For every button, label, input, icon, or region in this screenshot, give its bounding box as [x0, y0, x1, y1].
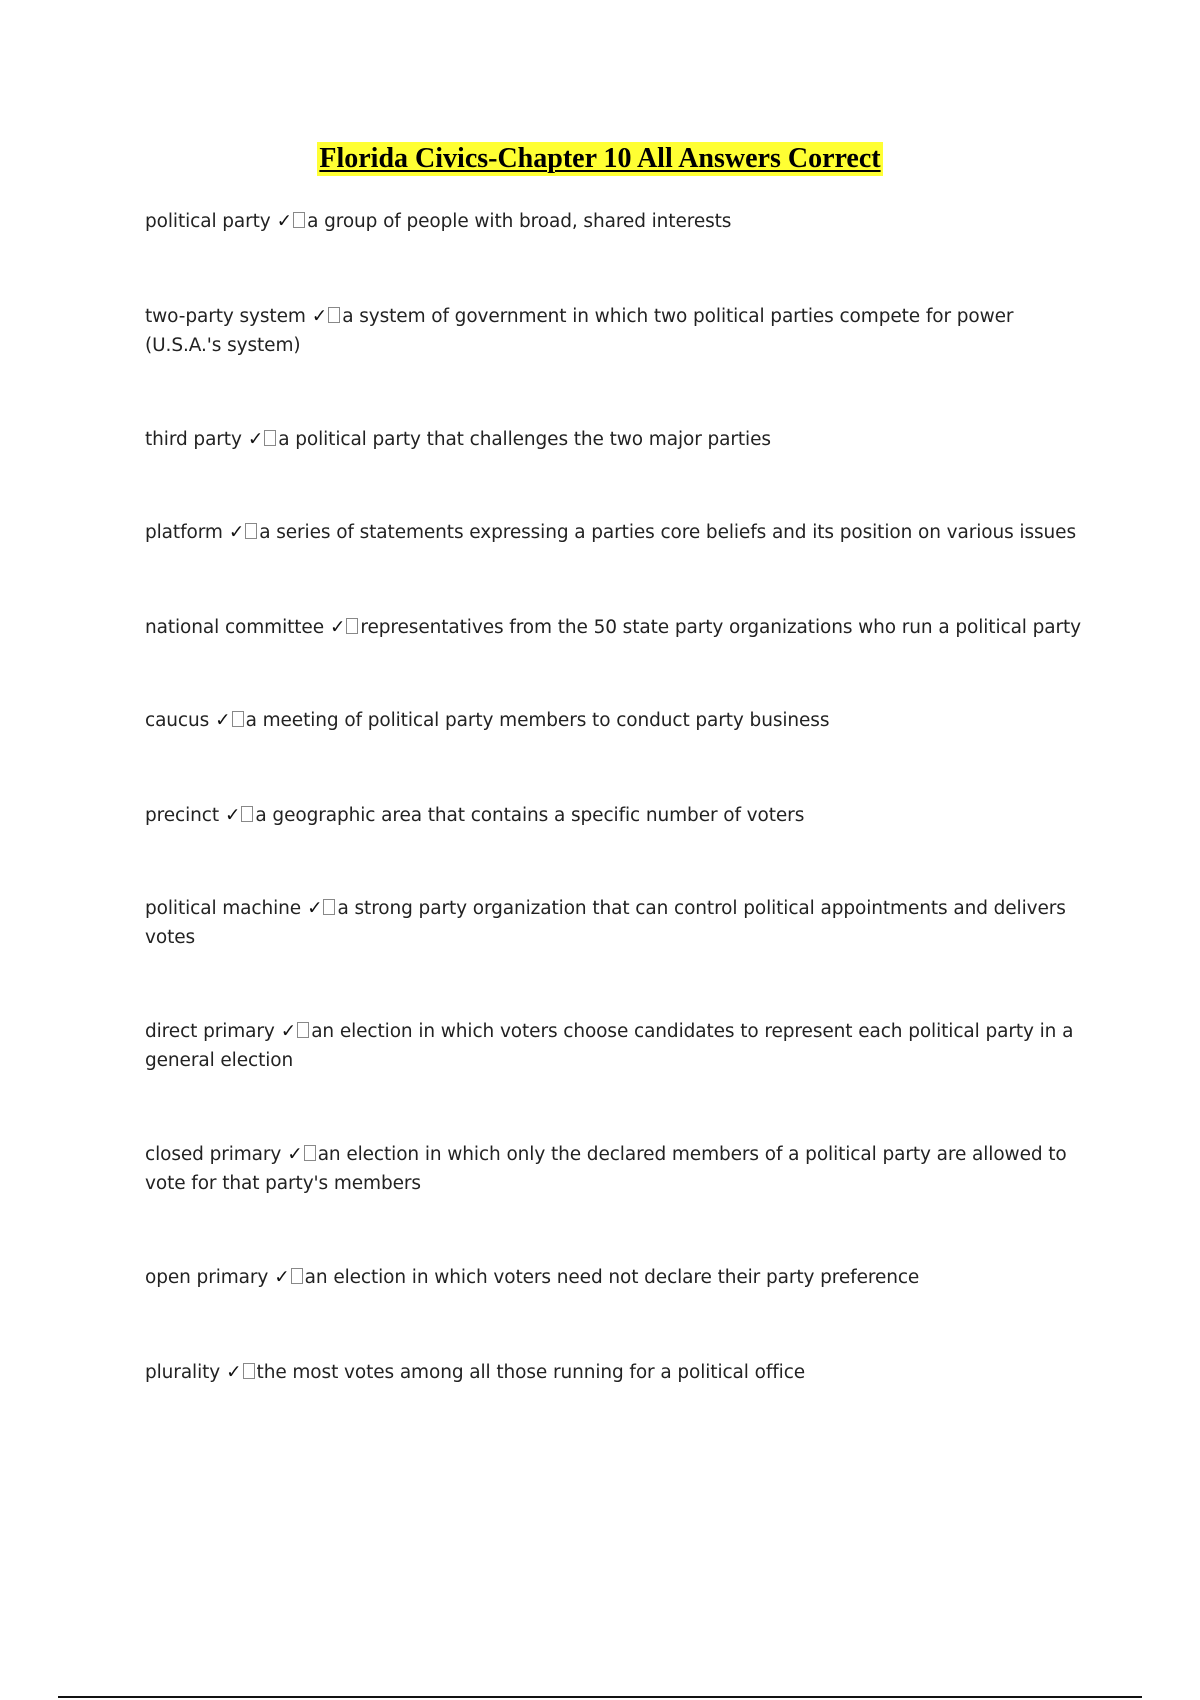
box-icon: [243, 1363, 255, 1379]
entry-definition: an election in which only the declared members of a political party are allowed to vote for that party's members: [145, 1144, 1067, 1194]
entry-definition: representatives from the 50 state party organizations who run a political party: [360, 617, 1082, 638]
entry-term: direct primary: [145, 1021, 275, 1042]
checkmark-icon: ✓: [226, 1362, 242, 1383]
entry-political-machine: [145, 894, 1090, 952]
entry-term: political party: [145, 211, 271, 232]
entry-political-party: [145, 207, 1090, 236]
entry-term: plurality: [145, 1362, 221, 1383]
checkmark-icon: ✓: [247, 429, 264, 450]
entry-term: two-party system: [145, 306, 306, 327]
entry-definition: a system of government in which two political parties compete for power (U.S.A.'s system): [145, 306, 1014, 356]
entry-definition: a group of people with broad, shared interests: [307, 211, 732, 232]
box-icon: [264, 430, 276, 446]
box-icon: [291, 1268, 303, 1284]
box-icon: [297, 1022, 309, 1038]
entry-term: third party: [145, 429, 242, 450]
box-icon: [346, 618, 358, 634]
checkmark-icon: ✓: [276, 211, 293, 232]
entry-term: closed primary: [145, 1144, 282, 1165]
entry-definition: an election in which voters need not declare their party preference: [304, 1267, 920, 1288]
entry-definition: the most votes among all those running for a political office: [256, 1362, 806, 1383]
entry-definition: an election in which voters choose candidates to represent each political party in a general election: [145, 1021, 1074, 1071]
checkmark-icon: ✓: [228, 522, 245, 543]
box-icon: [245, 523, 257, 539]
entry-definition: a series of statements expressing a parties core beliefs and its position on various issues: [259, 522, 1076, 543]
entry-definition: a political party that challenges the two major parties: [278, 429, 771, 450]
box-icon: [232, 711, 244, 727]
box-icon: [241, 806, 253, 822]
checkmark-icon: ✓: [225, 805, 241, 826]
entry-national-committee: [145, 613, 1090, 642]
checkmark-icon: ✓: [330, 617, 346, 638]
entry-term: platform: [145, 522, 223, 543]
document-title: Florida Civics-Chapter 10 All Answers Correct: [319, 143, 881, 174]
entry-platform: [145, 518, 1090, 547]
entry-term: precinct: [145, 805, 219, 826]
box-icon: [304, 1145, 316, 1161]
entry-precinct: [145, 801, 1090, 830]
entry-definition: a meeting of political party members to conduct party business: [245, 710, 830, 731]
entry-term: open primary: [145, 1267, 269, 1288]
title-container: [0, 142, 1200, 176]
checkmark-icon: ✓: [215, 710, 231, 731]
box-icon: [293, 212, 305, 228]
box-icon: [323, 899, 335, 915]
checkmark-icon: ✓: [311, 306, 328, 327]
entry-term: national committee: [145, 617, 324, 638]
checkmark-icon: ✓: [287, 1144, 303, 1165]
footer-divider: [58, 1696, 1142, 1698]
entry-closed-primary: [145, 1140, 1090, 1198]
entry-term: caucus: [145, 710, 210, 731]
entry-third-party: [145, 425, 1090, 454]
checkmark-icon: ✓: [280, 1021, 297, 1042]
entry-open-primary: [145, 1263, 1090, 1292]
entry-two-party-system: [145, 302, 1090, 360]
box-icon: [328, 307, 340, 323]
entry-definition: a strong party organization that can control political appointments and delivers votes: [145, 898, 1066, 948]
entry-plurality: [145, 1358, 1090, 1387]
entry-term: political machine: [145, 898, 302, 919]
checkmark-icon: ✓: [274, 1267, 290, 1288]
entry-direct-primary: [145, 1017, 1090, 1075]
entry-definition: a geographic area that contains a specific number of voters: [255, 805, 805, 826]
entry-caucus: [145, 706, 1090, 735]
checkmark-icon: ✓: [307, 898, 323, 919]
